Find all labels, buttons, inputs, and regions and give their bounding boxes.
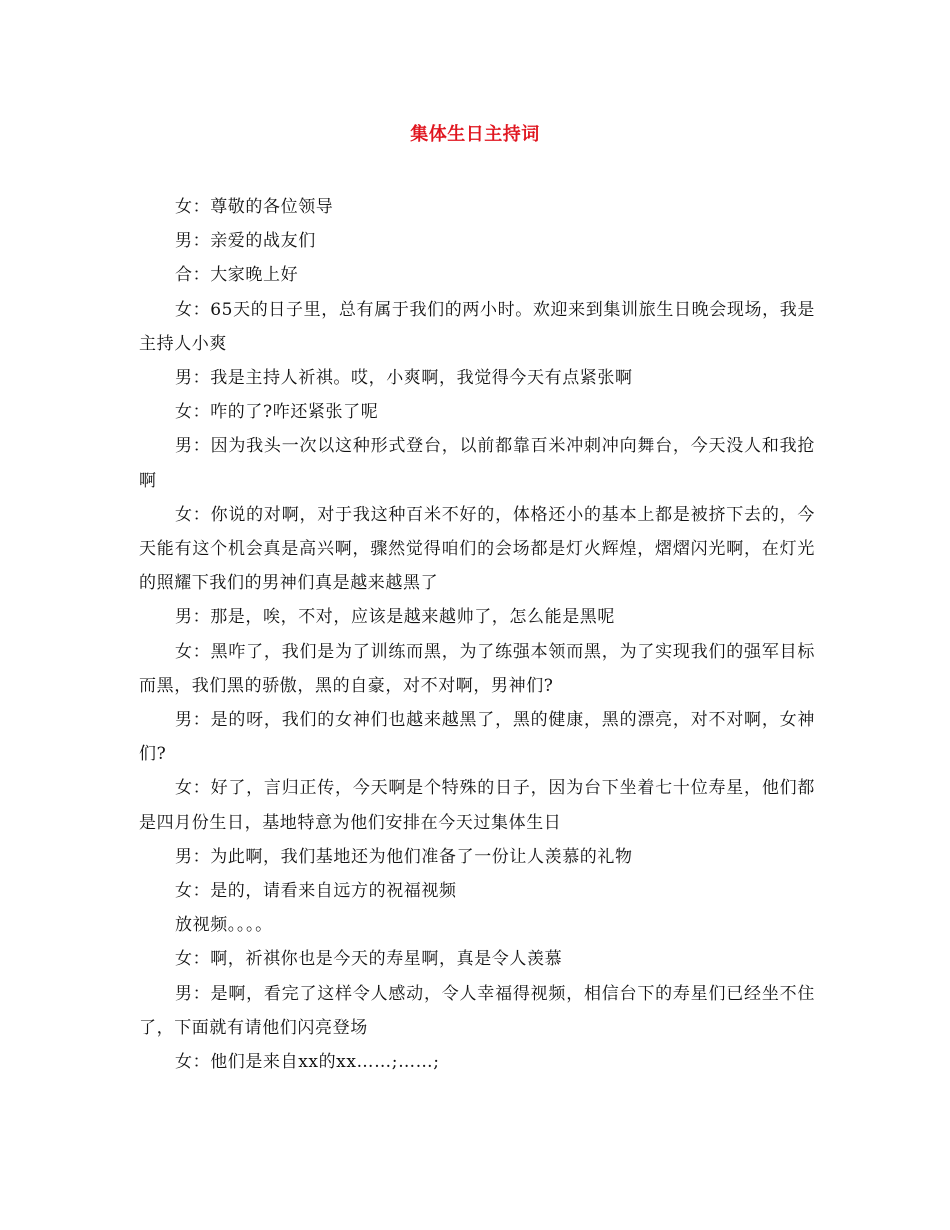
paragraph: 男：我是主持人祈祺。哎，小爽啊，我觉得今天有点紧张啊 [175,368,633,389]
paragraph: 男：为此啊，我们基地还为他们准备了一份让人羡慕的礼物 [175,846,633,867]
paragraph: 女：黑咋了，我们是为了训练而黑，为了练强本领而黑，为了实现我们的强军目标而黑，我们黑的骄傲，黑的自豪，对不对啊，男神们? [139,641,815,696]
paragraph: 男：是的呀，我们的女神们也越来越黑了，黑的健康，黑的漂亮，对不对啊，女神们? [139,710,815,765]
paragraph: 女：啊，祈祺你也是今天的寿星啊，真是令人羡慕 [175,949,563,970]
document-body [139,190,815,1079]
paragraph: 男：那是，唉，不对，应该是越来越帅了，怎么能是黑呢 [175,607,615,628]
paragraph: 男：亲爱的战友们 [175,231,316,252]
paragraph: 女：他们是来自xx的xx……;……; [175,1052,440,1073]
paragraph: 放视频。。。。 [175,915,273,936]
document-title: 集体生日主持词 [410,124,540,145]
paragraph: 女：65天的日子里，总有属于我们的两小时。欢迎来到集训旅生日晚会现场，我是主持人小爽 [139,299,815,354]
paragraph: 合：大家晚上好 [175,265,299,286]
paragraph: 女：咋的了?咋还紧张了呢 [175,402,379,423]
paragraph: 女：是的，请看来自远方的祝福视频 [175,881,457,902]
paragraph: 男：因为我头一次以这种形式登台，以前都靠百米冲刺冲向舞台，今天没人和我抢啊 [139,436,815,491]
paragraph: 男：是啊，看完了这样令人感动，令人幸福得视频，相信台下的寿星们已经坐不住了，下面就有请他们闪亮登场 [139,983,815,1038]
paragraph: 女：尊敬的各位领导 [175,197,334,217]
paragraph: 女：你说的对啊，对于我这种百米不好的，体格还小的基本上都是被挤下去的，今天能有这个机会真是高兴啊，骤然觉得咱们的会场都是灯火辉煌，熠熠闪光啊，在灯光的照耀下我们的男神们真是越来越黑了 [139,504,815,594]
paragraph: 女：好了，言归正传，今天啊是个特殊的日子，因为台下坐着七十位寿星，他们都是四月份生日，基地特意为他们安排在今天过集体生日 [139,778,815,833]
